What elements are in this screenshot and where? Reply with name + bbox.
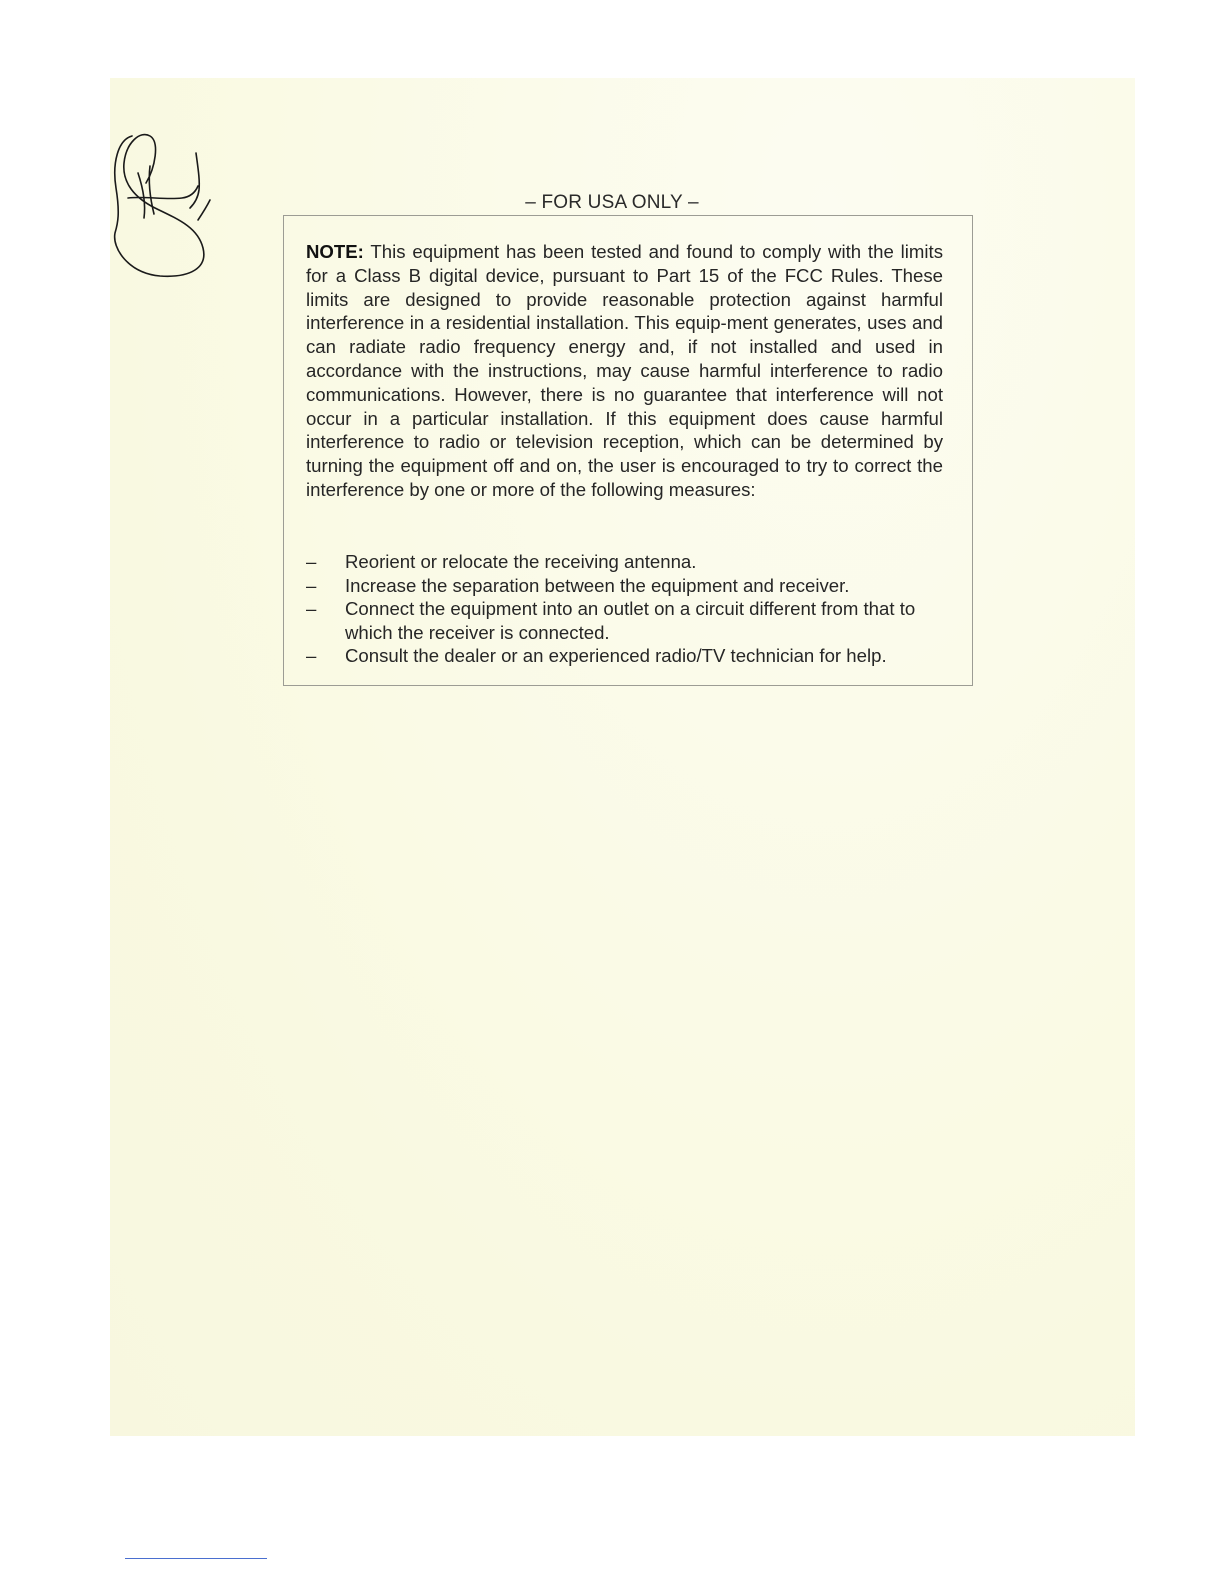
list-item — [306, 550, 956, 574]
measures-list — [306, 550, 956, 668]
usa-only-heading: – FOR USA ONLY – — [525, 192, 699, 213]
measure-text: Increase the separation between the equipment and receiver. — [345, 574, 850, 596]
dash-bullet: – — [306, 551, 317, 572]
dash-bullet: – — [306, 598, 317, 620]
measure-text: Connect the equipment into an outlet on a circuit different from that to which the receiver is connected. — [345, 598, 916, 643]
dash-bullet: – — [306, 645, 317, 667]
measure-text: Reorient or relocate the receiving antenna. — [345, 551, 697, 572]
note-label: NOTE: — [306, 241, 364, 262]
dash-bullet: – — [306, 574, 317, 596]
measure-text: Consult the dealer or an experienced radio/TV technician for help. — [345, 645, 887, 667]
footnote-rule — [125, 1558, 267, 1559]
list-item — [306, 644, 956, 668]
note-text: This equipment has been tested and found to comply with the limits for a Class B digital device, pursuant to Part 15 of the FCC Rules. These limits are designed to provide reasonable protection against harmful interference in a residential installation. This equip-ment generates, uses and can radiate radio frequency energy and, if not installed and used in accordance with the instructions, may cause harmful interference to radio communications. However, there is no guarantee that interference will not occur in a particular installation. If this equipment does cause harmful interference to radio or television reception, which can be determined by turning the equipment off and on, the user is encouraged to try to correct the interference by one or more of the following measures: — [306, 241, 943, 500]
fcc-note-paragraph — [306, 240, 943, 502]
fcc-notice-box — [283, 215, 973, 686]
list-item — [306, 574, 956, 598]
list-item — [306, 597, 956, 644]
